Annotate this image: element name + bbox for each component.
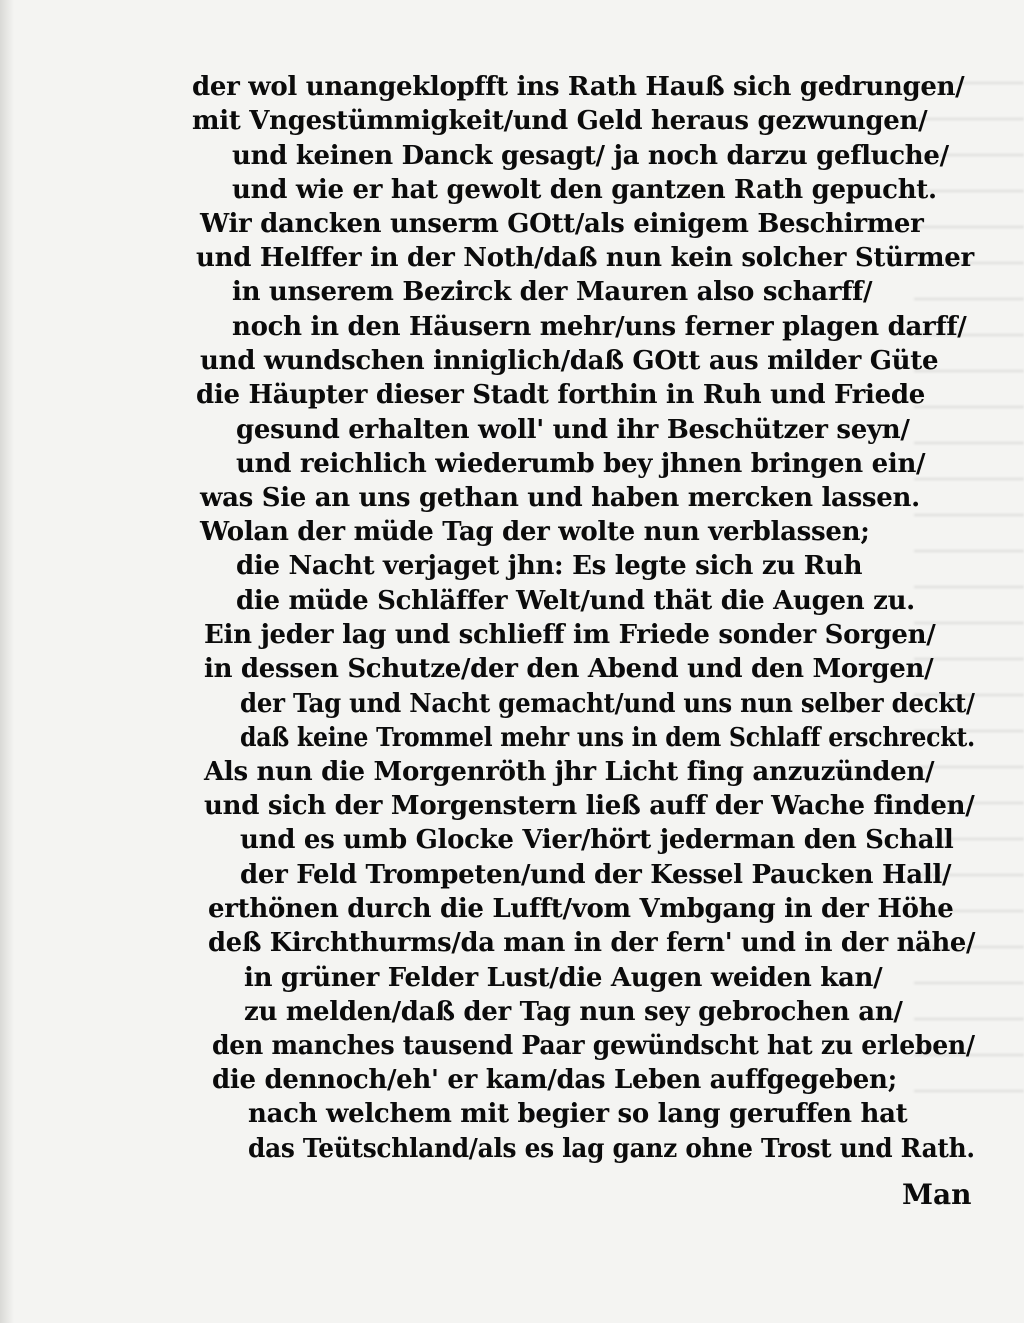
text-line: der Feld Trompeten/und der Kessel Paucken Hall/ [240,860,952,890]
text-line: in grüner Felder Lust/die Augen weiden kan/ [244,963,883,993]
text-line: die müde Schläffer Welt/und thät die Augen zu. [236,586,915,616]
text-line: und Helffer in der Noth/daß nun kein solcher Stürmer [196,243,974,273]
text-line: den manches tausend Paar gewündscht hat zu erleben/ [212,1031,975,1061]
text-line: was Sie an uns gethan und haben mercken lassen. [200,483,920,513]
text-line: der Tag und Nacht gemacht/und uns nun selber deckt/ [240,689,975,719]
text-line: und reichlich wiederumb bey jhnen bringen ein/ [236,449,926,479]
text-line: zu melden/daß der Tag nun sey gebrochen an/ [244,997,903,1027]
text-line: Wolan der müde Tag der wolte nun verblassen; [200,517,870,547]
text-line: mit Vngestümmigkeit/und Geld heraus gezwungen/ [192,106,928,136]
text-line: und keinen Danck gesagt/ ja noch darzu gefluche/ [232,141,949,171]
text-line: das Teütschland/als es lag ganz ohne Trost und Rath. [248,1134,975,1164]
text-line: in dessen Schutze/der den Abend und den Morgen/ [204,654,934,684]
catchword: Man [902,1178,972,1211]
text-line: nach welchem mit begier so lang geruffen hat [248,1099,908,1129]
text-line: und es umb Glocke Vier/hört jederman den Schall [240,825,954,855]
text-line: erthönen durch die Lufft/vom Vmbgang in der Höhe [208,894,954,924]
text-line: und wundschen inniglich/daß GOtt aus milder Güte [200,346,939,376]
text-line: in unserem Bezirck der Mauren also scharff/ [232,277,873,307]
text-line: Wir dancken unserm GOtt/als einigem Beschirmer [200,209,924,239]
text-line: der wol unangeklopfft ins Rath Hauß sich gedrungen/ [192,72,965,102]
text-line: und sich der Morgenstern ließ auff der Wache finden/ [204,791,975,821]
text-line: daß keine Trommel mehr uns in dem Schlaff erschreckt. [240,723,976,753]
text-line: gesund erhalten woll' und ihr Beschützer seyn/ [236,415,910,445]
text-line: und wie er hat gewolt den gantzen Rath gepucht. [232,175,937,205]
text-line: die Häupter dieser Stadt forthin in Ruh und Friede [196,380,925,410]
text-line: deß Kirchthurms/da man in der fern' und in der nähe/ [208,928,976,958]
text-line: die dennoch/eh' er kam/das Leben auffgegeben; [212,1065,897,1095]
text-line: noch in den Häusern mehr/uns ferner plagen darff/ [232,312,967,342]
text-line: die Nacht verjaget jhn: Es legte sich zu Ruh [236,551,863,581]
text-line: Ein jeder lag und schlieff im Friede sonder Sorgen/ [204,620,936,650]
text-line: Als nun die Morgenröth jhr Licht fing anzuzünden/ [204,757,935,787]
